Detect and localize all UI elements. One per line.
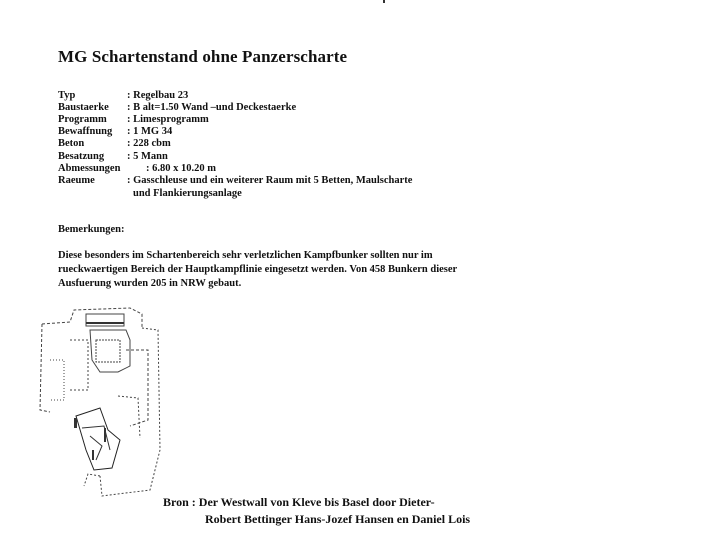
spec-value: : 228 cbm xyxy=(127,138,171,149)
spec-value: : B alt=1.50 Wand –und Deckestaerke xyxy=(127,102,297,113)
remarks-line: rueckwaertigen Bereich der Hauptkampflinie eingesetzt werden. Von 458 Bunkern dieser xyxy=(58,264,458,275)
spec-value: : Gasschleuse und ein weiterer Raum mit 5 Betten, Maulscharte xyxy=(127,175,413,186)
spec-value: : Regelbau 23 xyxy=(127,90,189,101)
spec-label: Baustaerke xyxy=(58,102,109,113)
spec-label: Typ xyxy=(58,90,76,101)
spec-label: Raeume xyxy=(58,175,95,186)
spec-value: : 1 MG 34 xyxy=(127,126,173,137)
source-line-2: Robert Bettinger Hans-Jozef Hansen en Daniel Lois xyxy=(205,512,471,526)
page-title: MG Schartenstand ohne Panzerscharte xyxy=(58,47,348,66)
spec-label: Programm xyxy=(58,114,107,125)
spec-label: Besatzung xyxy=(58,151,105,162)
remarks-line: Ausfuerung wurden 205 in NRW gebaut. xyxy=(58,278,242,289)
remarks-line: Diese besonders im Schartenbereich sehr verletzlichen Kampfbunker sollten nur im xyxy=(58,250,433,261)
spec-label: Bewaffnung xyxy=(58,126,113,137)
spec-value: und Flankierungsanlage xyxy=(133,188,242,199)
scan-mark xyxy=(383,0,385,3)
spec-label: Beton xyxy=(58,138,85,149)
remarks-heading: Bemerkungen: xyxy=(58,224,125,235)
spec-value: : 5 Mann xyxy=(127,151,168,162)
spec-label: Abmessungen xyxy=(58,163,121,174)
source-line-1 xyxy=(163,494,470,511)
spec-value: : Limesprogramm xyxy=(127,114,209,125)
source-citation xyxy=(163,494,470,528)
source-label: Bron : xyxy=(163,495,196,509)
remarks-text xyxy=(58,249,528,291)
spec-value: : 6.80 x 10.20 m xyxy=(146,163,216,174)
source-text-1: Der Westwall von Kleve bis Basel door Dieter- xyxy=(198,495,435,509)
bunker-floor-plan xyxy=(30,300,170,500)
